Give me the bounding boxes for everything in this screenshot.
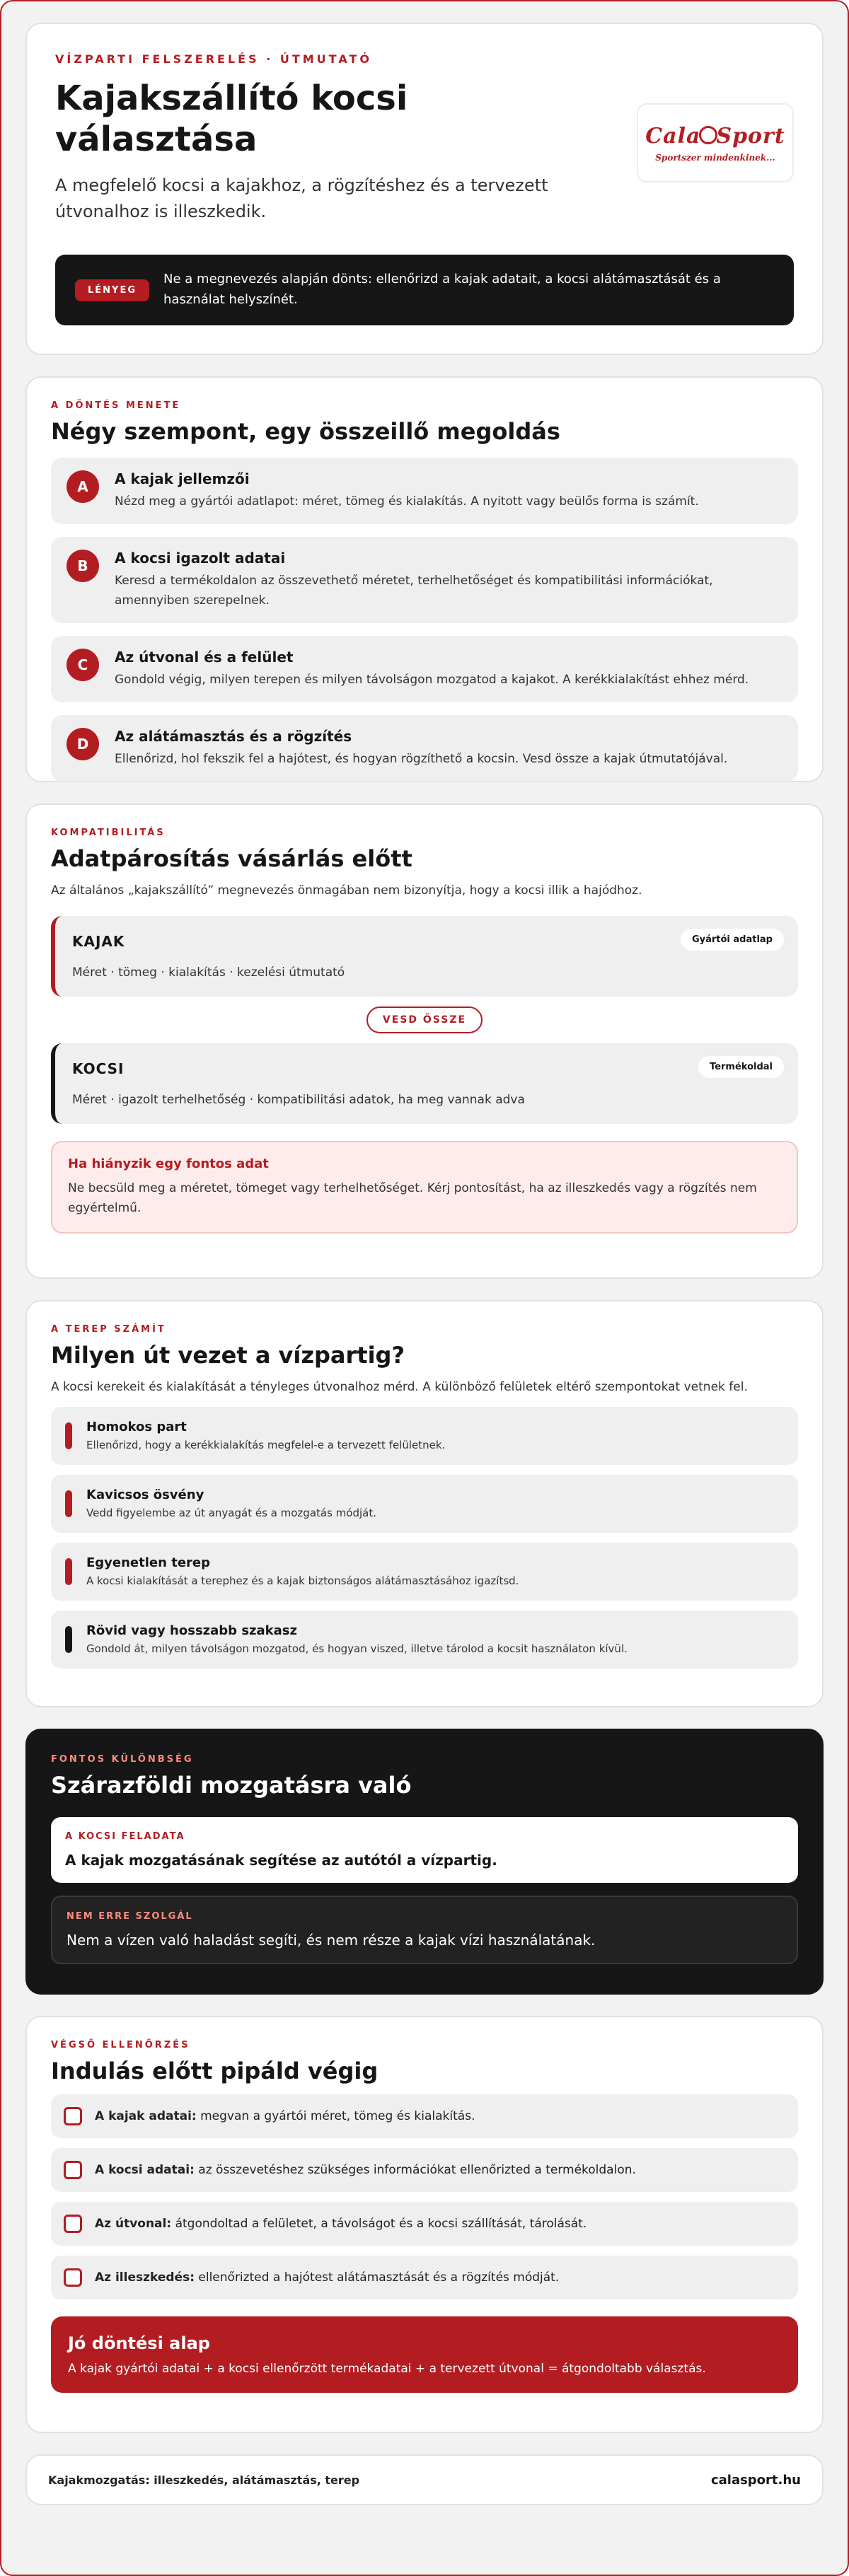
checklist-item[interactable] bbox=[51, 2148, 798, 2192]
step-desc: Ellenőrizd, hol fekszik fel a hajótest, és hogyan rögzíthető a kocsin. Vesd össze a kajak útmutatójával. bbox=[115, 752, 728, 767]
kocsi-label: KOCSI bbox=[72, 1060, 125, 1077]
step-title: A kocsi igazolt adatai bbox=[115, 550, 286, 567]
page-title: Kajakszállító kocsi választása bbox=[55, 79, 408, 159]
step-letter: D bbox=[67, 728, 99, 760]
compat-title: Adatpárosítás vásárlás előtt bbox=[51, 845, 412, 872]
good-basis-text: A kajak gyártói adatai + a kocsi ellenőrzött termékadatai + a tervezett útvonal = átgondoltabb választás. bbox=[68, 2362, 706, 2376]
good-basis-banner bbox=[51, 2316, 798, 2393]
compare-pill: VESD ÖSSZE bbox=[366, 1006, 483, 1033]
step-item bbox=[51, 636, 798, 702]
terrain-item-title: Rövid vagy hosszabb szakasz bbox=[86, 1623, 297, 1638]
logo-wordmark: Cala Sport bbox=[645, 123, 785, 149]
hero-card bbox=[25, 23, 824, 355]
terrain-item-title: Homokos part bbox=[86, 1420, 187, 1434]
step-item bbox=[51, 458, 798, 524]
terrain-item-desc: A kocsi kialakítását a terephez és a kajak biztonságos alátámasztásához igazítsd. bbox=[86, 1574, 519, 1587]
notice-badge: LÉNYEG bbox=[75, 279, 149, 301]
calasport-logo[interactable] bbox=[637, 103, 794, 182]
terrain-item-title: Egyenetlen terep bbox=[86, 1555, 210, 1570]
step-item bbox=[51, 715, 798, 782]
kocsi-fields: Méret · igazolt terhelhetőség · kompatibilitási adatok, ha meg vannak adva bbox=[72, 1092, 525, 1107]
checklist-item[interactable] bbox=[51, 2256, 798, 2299]
checklist-item-key: A kajak adatai: bbox=[95, 2109, 197, 2123]
terrain-lead: A kocsi kerekeit és kialakítását a tényleges útvonalhoz mérd. A különböző felületek eltérő szempontokat vetnek fel. bbox=[51, 1380, 748, 1394]
difference-title: Szárazföldi mozgatásra való bbox=[51, 1772, 412, 1799]
step-letter: A bbox=[67, 470, 99, 503]
checkbox[interactable] bbox=[64, 2107, 82, 2125]
terrain-item bbox=[51, 1407, 798, 1465]
checklist-eyebrow: VÉGSŐ ELLENŐRZÉS bbox=[51, 2040, 190, 2050]
terrain-eyebrow: A TEREP SZÁMÍT bbox=[51, 1324, 166, 1335]
checklist-item-key: Az illeszkedés: bbox=[95, 2270, 195, 2285]
cart-task-label: A KOCSI FELADATA bbox=[65, 1831, 185, 1842]
checklist-item-detail: az összevetéshez szükséges információkat ellenőrizted a termékoldalon. bbox=[194, 2163, 636, 2177]
checklist-text bbox=[95, 2109, 475, 2123]
compat-eyebrow: KOMPATIBILITÁS bbox=[51, 828, 166, 838]
cart-task-text: A kajak mozgatásának segítése az autótól a vízpartig. bbox=[65, 1852, 497, 1869]
logo-slogan: Sportszer mindenkinek... bbox=[655, 152, 775, 163]
step-item bbox=[51, 537, 798, 623]
notice-text: Ne a megnevezés alapján dönts: ellenőrizd a kajak adatait, a kocsi alátámasztását és a használat helyszínét. bbox=[163, 272, 721, 307]
terrain-item bbox=[51, 1611, 798, 1669]
cart-task-box bbox=[51, 1817, 798, 1883]
good-basis-title: Jó döntési alap bbox=[68, 2333, 210, 2353]
compat-card bbox=[25, 803, 824, 1279]
checklist-item-detail: átgondoltad a felületet, a távolságot és a kocsi szállítását, tárolását. bbox=[171, 2217, 587, 2231]
checklist-text bbox=[95, 2270, 559, 2285]
step-letter: B bbox=[67, 550, 99, 582]
cart-not-for-box bbox=[51, 1896, 798, 1964]
step-desc: Nézd meg a gyártói adatlapot: méret, tömeg és kialakítás. A nyitott vagy beülős forma is számít. bbox=[115, 494, 699, 509]
terrain-title: Milyen út vezet a vízpartig? bbox=[51, 1342, 405, 1369]
terrain-marker bbox=[65, 1490, 72, 1517]
step-desc: Gondold végig, milyen terepen és milyen távolságon mozgatod a kajakot. A kerékkialakítást ehhez mérd. bbox=[115, 673, 749, 687]
checklist-item-key: Az útvonal: bbox=[95, 2217, 172, 2231]
checklist-item-key: A kocsi adatai: bbox=[95, 2163, 195, 2177]
checklist-item-detail: ellenőrizted a hajótest alátámasztását és a rögzítés módját. bbox=[195, 2270, 560, 2285]
checkbox[interactable] bbox=[64, 2268, 82, 2287]
checklist-card bbox=[25, 2016, 824, 2433]
checklist-title: Indulás előtt pipáld végig bbox=[51, 2058, 379, 2084]
compat-lead: Az általános „kajakszállító” megnevezés önmagában nem bizonyítja, hogy a kocsi illik a hajódhoz. bbox=[51, 883, 642, 898]
kocsi-source-chip: Termékoldal bbox=[698, 1056, 784, 1078]
difference-eyebrow: FONTOS KÜLÖNBSÉG bbox=[51, 1754, 194, 1765]
terrain-item-title: Kavicsos ösvény bbox=[86, 1487, 204, 1502]
terrain-marker bbox=[65, 1626, 72, 1653]
kajak-source-chip: Gyártói adatlap bbox=[681, 929, 784, 951]
decision-eyebrow: A DÖNTÉS MENETE bbox=[51, 400, 181, 411]
kocsi-data-card bbox=[51, 1043, 798, 1124]
checklist-item[interactable] bbox=[51, 2094, 798, 2138]
checkbox[interactable] bbox=[64, 2215, 82, 2233]
decision-card bbox=[25, 376, 824, 782]
terrain-item-desc: Vedd figyelembe az út anyagát és a mozgatás módját. bbox=[86, 1507, 376, 1519]
footer-site-link[interactable]: calasport.hu bbox=[710, 2472, 801, 2488]
footer bbox=[25, 2454, 824, 2505]
logo-emblem-icon bbox=[699, 126, 717, 144]
cart-not-for-label: NEM ERRE SZOLGÁL bbox=[67, 1911, 193, 1922]
missing-data-warning bbox=[51, 1141, 798, 1234]
kajak-label: KAJAK bbox=[72, 932, 125, 950]
checklist-text bbox=[95, 2163, 636, 2177]
kajak-data-card bbox=[51, 916, 798, 997]
step-letter: C bbox=[67, 649, 99, 681]
cart-not-for-text: Nem a vízen való haladást segíti, és nem része a kajak vízi használatának. bbox=[67, 1932, 596, 1949]
warning-text: Ne becsüld meg a méretet, tömeget vagy terhelhetőséget. Kérj pontosítást, ha az illeszkedés vagy a rögzítés nem egyértelmű. bbox=[68, 1180, 757, 1215]
kajak-fields: Méret · tömeg · kialakítás · kezelési útmutató bbox=[72, 965, 345, 980]
terrain-item-desc: Ellenőrizd, hogy a kerékkialakítás megfelel-e a tervezett felületnek. bbox=[86, 1439, 446, 1451]
step-title: Az útvonal és a felület bbox=[115, 649, 294, 666]
footer-tagline: Kajakmozgatás: illeszkedés, alátámasztás, terep bbox=[48, 2473, 360, 2487]
terrain-card bbox=[25, 1300, 824, 1707]
terrain-item bbox=[51, 1475, 798, 1533]
step-desc: Keresd a termékoldalon az összevethető méretet, terhelhetőséget és kompatibilitási információkat, amennyiben szerepelnek. bbox=[115, 574, 713, 608]
terrain-marker bbox=[65, 1422, 72, 1449]
decision-title: Négy szempont, egy összeillő megoldás bbox=[51, 418, 560, 445]
key-notice bbox=[55, 255, 794, 325]
step-title: Az alátámasztás és a rögzítés bbox=[115, 728, 352, 745]
step-title: A kajak jellemzői bbox=[115, 470, 250, 487]
checklist-item[interactable] bbox=[51, 2202, 798, 2246]
hero-eyebrow: VÍZPARTI FELSZERELÉS · ÚTMUTATÓ bbox=[55, 52, 372, 66]
hero-subtitle: A megfelelő kocsi a kajakhoz, a rögzítéshez és a tervezett útvonalhoz is illeszkedik. bbox=[55, 175, 548, 222]
terrain-item bbox=[51, 1543, 798, 1601]
terrain-item-desc: Gondold át, milyen távolságon mozgatod, és hogyan viszed, illetve tárolod a kocsit használaton kívül. bbox=[86, 1642, 628, 1655]
checkbox[interactable] bbox=[64, 2161, 82, 2179]
difference-card bbox=[25, 1729, 824, 1995]
terrain-marker bbox=[65, 1558, 72, 1585]
warning-title: Ha hiányzik egy fontos adat bbox=[68, 1156, 269, 1171]
checklist-item-detail: megvan a gyártói méret, tömeg és kialakítás. bbox=[196, 2109, 475, 2123]
checklist-text bbox=[95, 2217, 587, 2231]
